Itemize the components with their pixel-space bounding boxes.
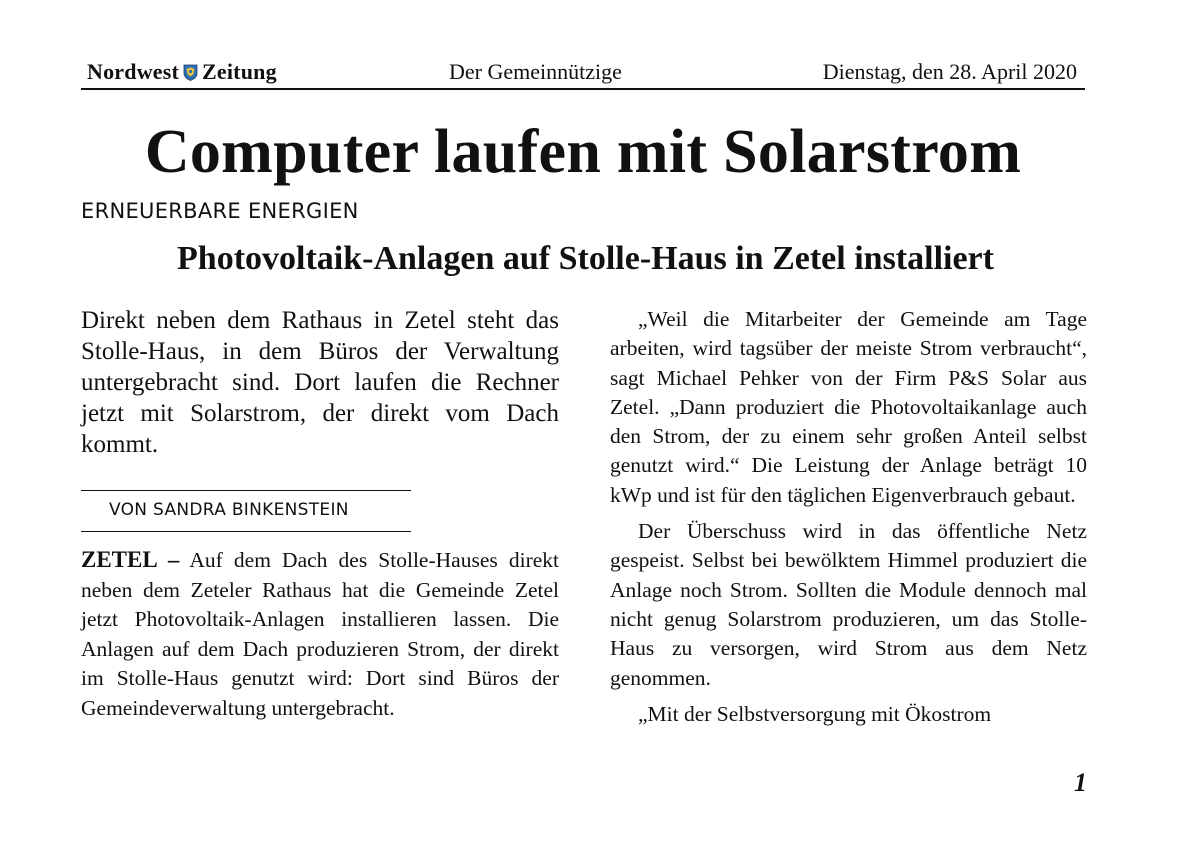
body-paragraph: Der Überschuss wird in das öffentliche Netz gespeist. Selbst bei bewölktem Himmel produziert die Anlage noch Strom. Sollten die Module dennoch mal nicht genug Solarstrom produzieren, um das Stolle-Haus zu versorgen, wird Strom aus dem Netz genommen. — [610, 519, 1087, 690]
newspaper-name-part1: Nordwest — [87, 59, 180, 84]
coat-of-arms-icon — [183, 64, 198, 81]
byline — [81, 490, 411, 532]
article-headline: Computer laufen mit Solarstrom — [144, 118, 1022, 186]
newspaper-name-part2: Zeitung — [202, 59, 277, 84]
dateline: ZETEL – — [81, 547, 180, 572]
newspaper-name — [87, 59, 277, 85]
byline-text: VON SANDRA BINKENSTEIN — [109, 500, 349, 520]
body-paragraph: Auf dem Dach des Stolle-Hauses direkt neben dem Zeteler Rathaus hat die Gemeinde Zetel jetzt Photovoltaik-Anlagen installieren lassen. Die Anlagen auf dem Dach produzieren Strom, der direkt im Stolle-Haus genutzt wird: Dort sind Büros der Gemeindeverwaltung untergebracht. — [81, 548, 559, 720]
section-name: Der Gemeinnützige — [449, 59, 622, 84]
article-subheadline: Photovoltaik-Anlagen auf Stolle-Haus in Zetel installiert — [177, 240, 994, 277]
article-lead: Direkt neben dem Rathaus in Zetel steht das Stolle-Haus, in dem Büros der Verwaltung untergebracht sind. Dort laufen die Rechner jetzt mit Solarstrom, der direkt vom Dach kommt. — [81, 307, 559, 458]
page-number: 1 — [1074, 768, 1087, 797]
body-paragraph: „Weil die Mitarbeiter der Gemeinde am Tage arbeiten, wird tagsüber der meiste Strom verbraucht“, sagt Michael Pehker von der Firm P&S Solar aus Zetel. „Dann produziert die Photovoltaikanlage auch den Strom, der zu einem sehr großen Anteil selbst genutzt wird.“ Die Leistung der Anlage beträgt 10 kWp und ist für den täglichen Eigenverbrauch gebaut. — [610, 307, 1087, 507]
article-body-right-column — [610, 305, 1087, 729]
article-kicker: ERNEUERBARE ENERGIEN — [81, 199, 359, 223]
issue-date: Dienstag, den 28. April 2020 — [822, 59, 1077, 84]
body-paragraph: „Mit der Selbstversorgung mit Ökostrom — [638, 701, 992, 726]
masthead — [81, 56, 1085, 90]
article-body-left-column — [81, 545, 559, 723]
